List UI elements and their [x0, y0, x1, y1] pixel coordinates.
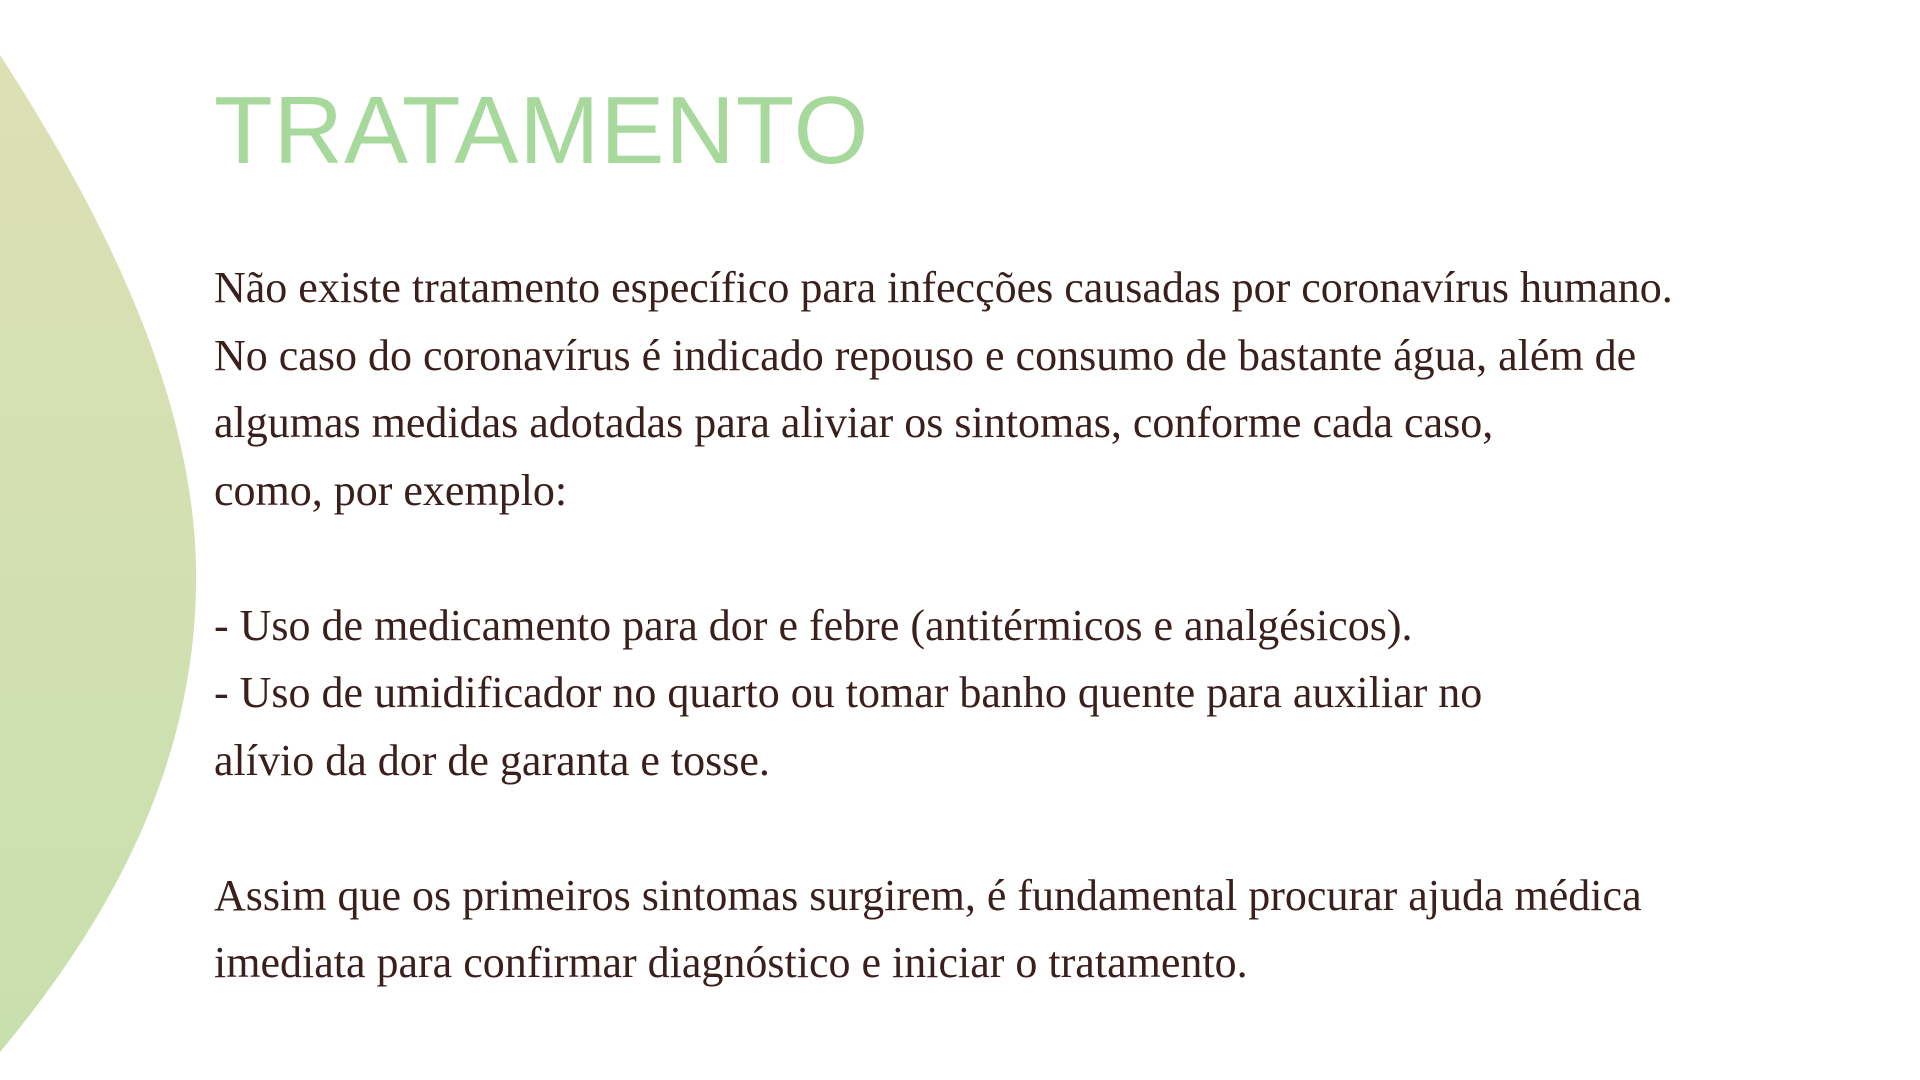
paragraph-line: como, por exemplo:	[214, 465, 568, 515]
paragraph-line: algumas medidas adotadas para aliviar os sintomas, conforme cada caso,	[214, 398, 1494, 447]
paragraph-spacer	[214, 794, 1834, 862]
list-item: - Uso de umidificador no quarto ou tomar banho quente para auxiliar no	[214, 668, 1483, 717]
paragraph-line: Assim que os primeiros sintomas surgirem, é fundamental procurar ajuda médica	[214, 870, 1642, 920]
decorative-leaf-shape	[0, 0, 240, 1080]
paragraph-line: Não existe tratamento específico para infecções causadas por coronavírus humano.	[214, 263, 1673, 312]
list-item: - Uso de medicamento para dor e febre (antitérmicos e analgésicos).	[214, 600, 1413, 650]
paragraph-line: imediata para confirmar diagnóstico e iniciar o tratamento.	[214, 938, 1248, 987]
list-item-continuation: alívio da dor de garanta e tosse.	[214, 735, 770, 785]
paragraph-spacer	[214, 524, 1834, 592]
body-text	[214, 254, 1834, 997]
paragraph-line: No caso do coronavírus é indicado repouso e consumo de bastante água, além de	[214, 330, 1637, 380]
page-title: TRATAMENTO	[214, 77, 870, 184]
